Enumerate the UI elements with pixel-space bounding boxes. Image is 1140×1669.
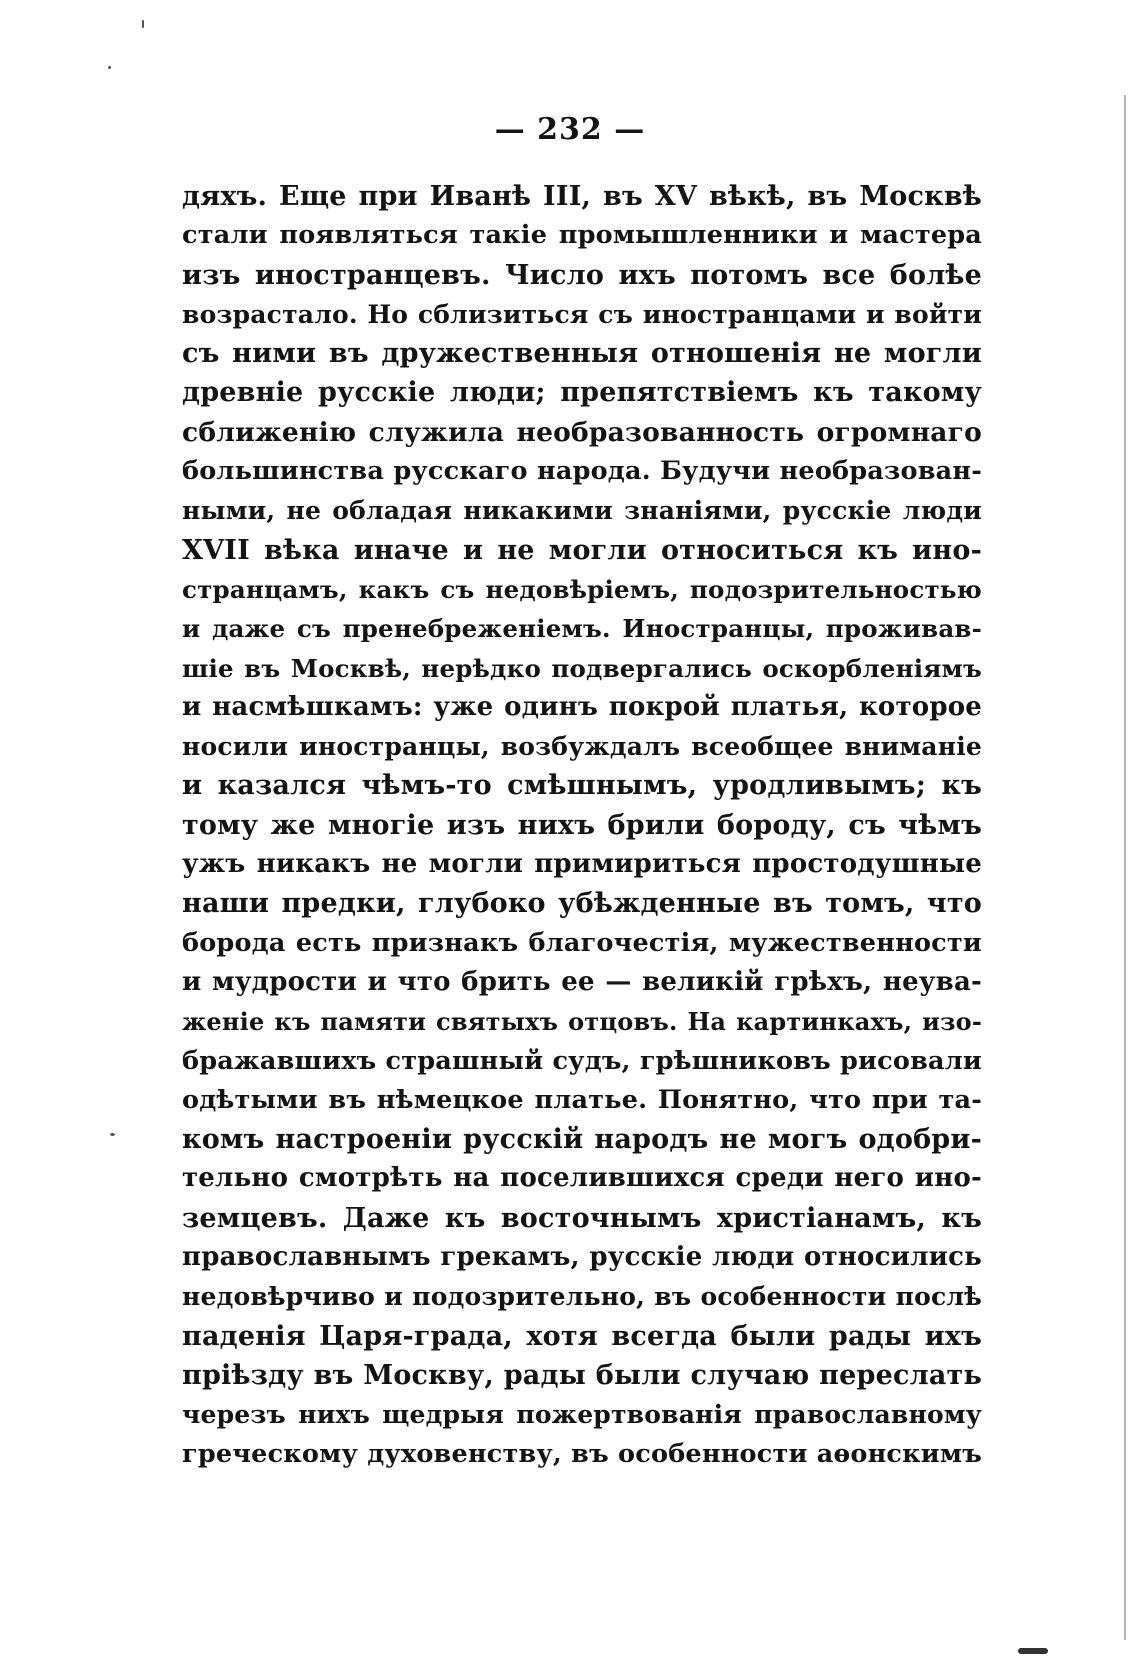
body-text <box>182 177 982 1474</box>
text-line: ными, не обладая никакими знаніями, русскіе люди <box>182 496 982 526</box>
text-line: женіе къ памяти святыхъ отцовъ. На картинкахъ, изо- <box>182 1007 982 1037</box>
text-line: наши предки, глубоко убѣжденные въ томъ, что <box>182 888 982 920</box>
text-line: сближенію служила необразованность огромнаго <box>182 416 982 448</box>
text-line: и мудрости и что брить ее — великій грѣхъ, неува- <box>182 966 982 997</box>
text-line: XVII вѣка иначе и не могли относиться къ ино- <box>182 534 982 566</box>
scan-speck <box>108 66 111 69</box>
text-line: большинства русскаго народа. Будучи необразован- <box>182 456 982 487</box>
text-line: православнымъ грекамъ, русскіе люди относились <box>182 1242 982 1273</box>
text-line: возрастало. Но сблизиться съ иностранцами и войти <box>182 299 982 329</box>
text-line: бражавшихъ страшный судъ, грѣшниковъ рисовали <box>182 1045 982 1076</box>
text-line: греческому духовенству, въ особенности аѳонскимъ <box>182 1438 982 1469</box>
scan-speck <box>110 1133 115 1136</box>
text-line: недовѣрчиво и подозрительно, въ особенности послѣ <box>182 1282 982 1312</box>
text-line: изъ иностранцевъ. Число ихъ потомъ все болѣе <box>182 259 982 291</box>
text-line: и казался чѣмъ-то смѣшнымъ, уродливымъ; къ <box>182 770 982 802</box>
text-line: одѣтыми въ нѣмецкое платье. Понятно, что при та- <box>182 1084 982 1115</box>
text-line: носили иностранцы, возбуждалъ всеобщее вниманіе <box>182 732 982 762</box>
text-line: ужъ никакъ не могли примириться простодушные <box>182 849 982 880</box>
page-number: — 232 — <box>494 112 646 147</box>
text-line: древніе русскіе люди; препятствіемъ къ такому <box>182 377 982 409</box>
text-line: паденія Царя-града, хотя всегда были рады ихъ <box>182 1320 982 1352</box>
scan-speck <box>1018 1648 1048 1654</box>
text-line: стали появляться такіе промышленники и мастера <box>182 220 982 251</box>
text-line: и даже съ пренебреженіемъ. Иностранцы, проживав- <box>182 614 982 644</box>
page-edge-rule <box>1124 95 1126 1640</box>
text-line: земцевъ. Даже къ восточнымъ христіанамъ, къ <box>182 1202 982 1234</box>
text-line: борода есть признакъ благочестія, мужественности <box>182 927 982 958</box>
text-line: тельно смотрѣть на поселившихся среди него ино- <box>182 1163 982 1194</box>
text-line: съ ними въ дружественныя отношенія не могли <box>182 338 982 370</box>
text-line: тому же многіе изъ нихъ брили бороду, съ чѣмъ <box>182 809 982 841</box>
text-line: и насмѣшкамъ: уже одинъ покрой платья, которое <box>182 691 982 722</box>
text-line: дяхъ. Еще при Иванѣ III, въ XV вѣкѣ, въ Москвѣ <box>182 181 982 212</box>
text-line: пріѣзду въ Москву, рады были случаю переслать <box>182 1359 982 1391</box>
text-line: странцамъ, какъ съ недовѣріемъ, подозрительностью <box>182 574 982 604</box>
scan-speck <box>142 20 144 28</box>
text-line: шіе въ Москвѣ, нерѣдко подвергались оскорбленіямъ <box>182 653 982 683</box>
text-line: комъ настроеніи русскій народъ не могъ одобри- <box>182 1124 982 1156</box>
text-line: черезъ нихъ щедрыя пожертвованія православному <box>182 1400 982 1430</box>
